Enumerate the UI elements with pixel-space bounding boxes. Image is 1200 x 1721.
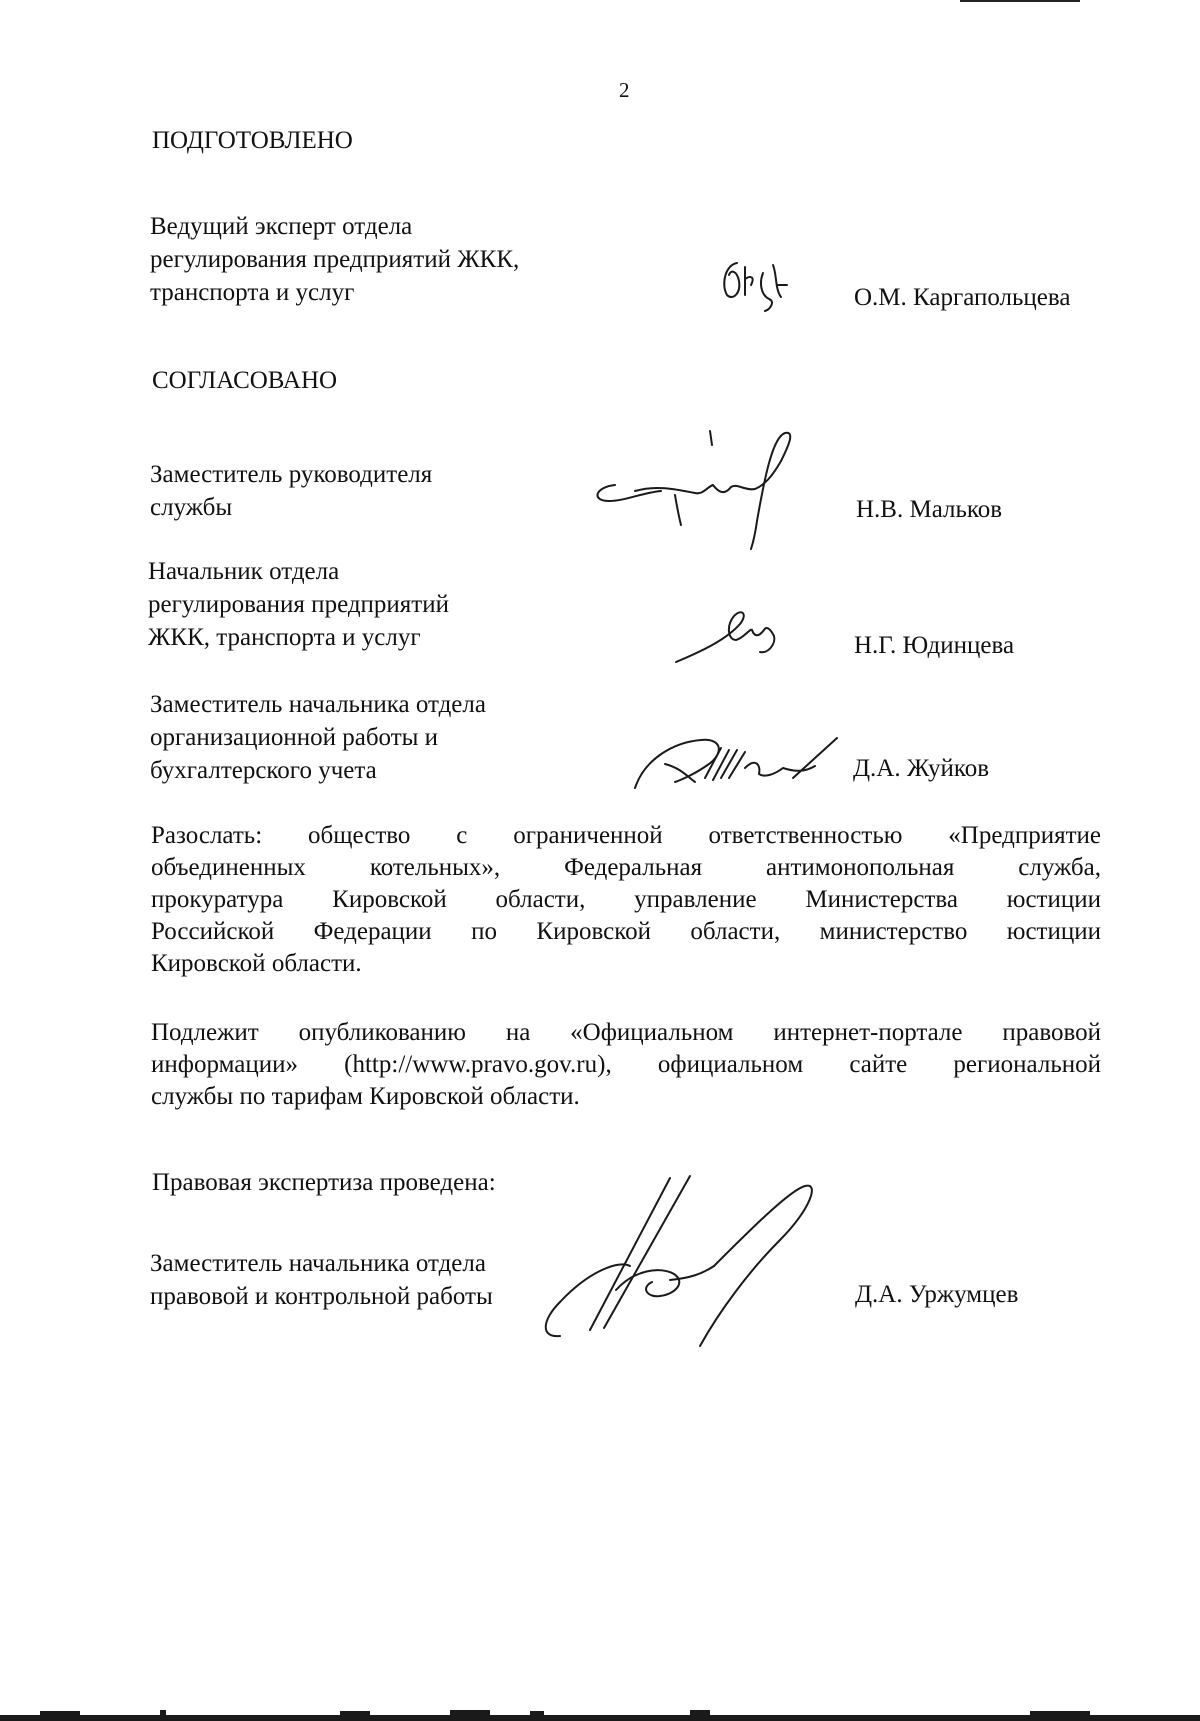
publication-line: службы по тарифам Кировской области. [151,1083,580,1110]
legal-review-name: Д.А. Уржумцев [855,1281,1019,1308]
distribution-line: Кировской области. [151,950,362,977]
scan-edge-strip [0,1706,1200,1721]
signature-kargapoltseva [715,255,795,315]
position-line: регулирования предприятий ЖКК, [150,246,520,273]
distribution-line: Российской Федерации по Кировской области, министерство юстиции [151,918,1101,945]
prepared-position [150,210,519,309]
distribution-line: Разослать: общество с ограниченной ответственностью «Предприятие [151,822,1101,849]
position-line: бухгалтерского учета [150,757,377,784]
signature-malkov [585,425,825,555]
position-line: Заместитель руководителя [150,461,433,488]
position-line: Заместитель начальника отдела [150,691,486,718]
agreed-signer-2-position [148,555,449,654]
signature-urzhumtsev [530,1170,860,1350]
position-line: Заместитель начальника отдела [150,1250,486,1277]
publication-line: информации» (http://www.pravo.gov.ru), официальном сайте региональной [151,1051,1101,1078]
signature-yudintseva [670,600,790,670]
agreed-heading: СОГЛАСОВАНО [152,367,338,394]
signature-zhuikov [625,728,855,798]
position-line: Начальник отдела [148,558,340,585]
top-edge-rule [960,0,1080,2]
publication-line: Подлежит опубликованию на «Официальном интернет-портале правовой [151,1019,1101,1046]
distribution-line: объединенных котельных», Федеральная антимонопольная служба, [151,854,1101,881]
distribution-paragraph [151,820,1101,980]
distribution-line: прокуратура Кировской области, управление Министерства юстиции [151,886,1101,913]
agreed-signer-1-name: Н.В. Мальков [856,496,1003,523]
position-line: регулирования предприятий [148,591,449,618]
agreed-signer-1-position [150,458,432,524]
agreed-signer-3-name: Д.А. Жуйков [853,755,990,782]
prepared-heading: ПОДГОТОВЛЕНО [152,127,353,154]
position-line: ЖКК, транспорта и услуг [148,624,421,651]
position-line: организационной работы и [150,724,439,751]
position-line: службы [150,494,233,521]
agreed-signer-3-position [150,688,486,787]
publication-paragraph [151,1017,1101,1113]
position-line: транспорта и услуг [150,279,355,306]
position-line: Ведущий эксперт отдела [150,213,413,240]
page-number: 2 [619,78,630,102]
legal-review-heading: Правовая экспертиза проведена: [152,1169,496,1196]
agreed-signer-2-name: Н.Г. Юдинцева [854,632,1015,659]
legal-review-position [150,1247,493,1313]
position-line: правовой и контрольной работы [150,1283,493,1310]
prepared-name: О.М. Каргапольцева [854,284,1071,311]
